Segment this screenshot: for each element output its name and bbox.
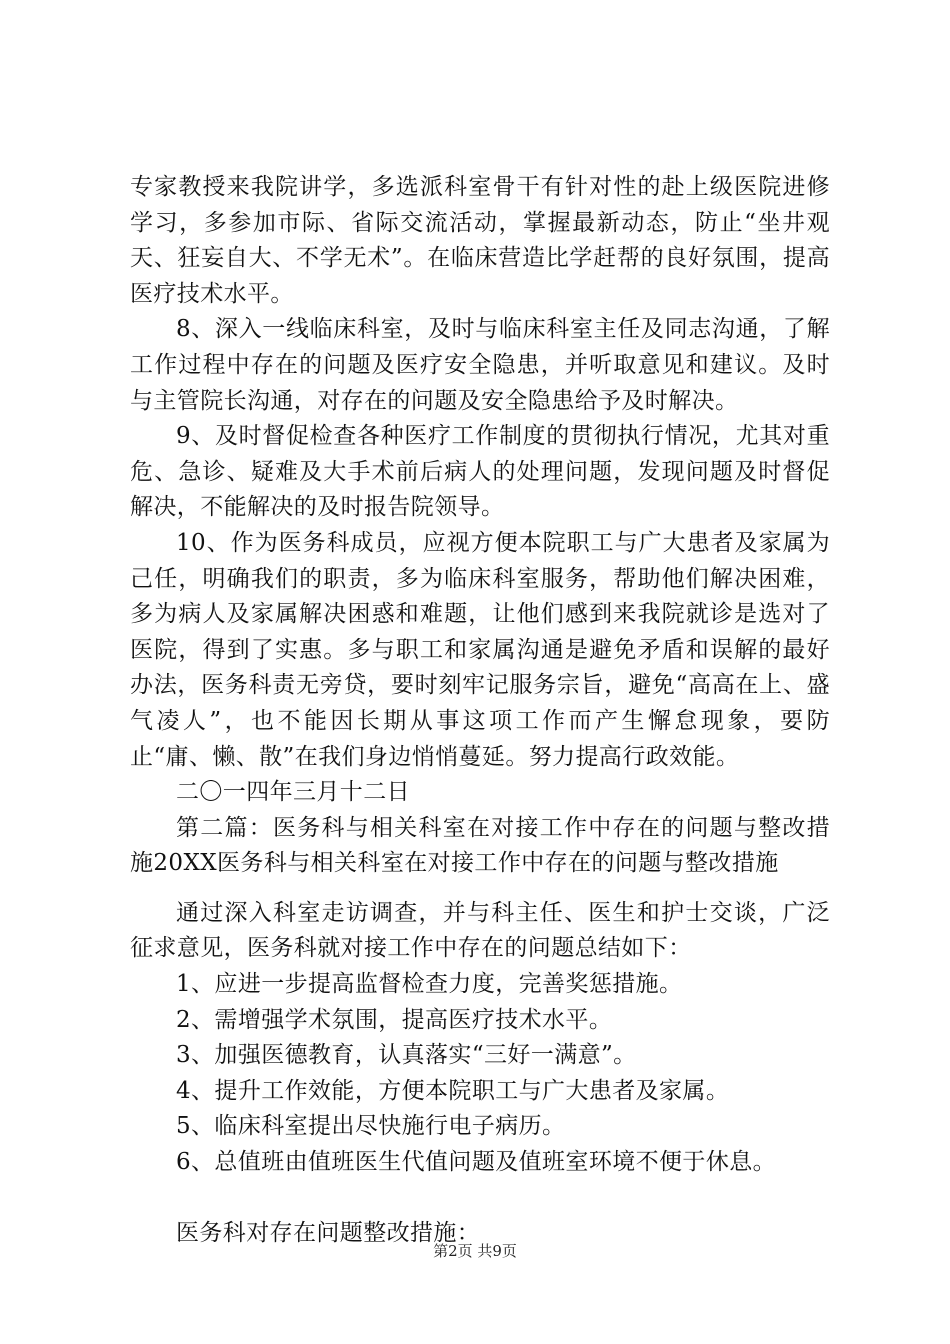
list-item: 4、提升工作效能，方便本院职工与广大患者及家属。 xyxy=(176,1077,730,1104)
document-body xyxy=(130,170,830,1252)
list-item: 5、临床科室提出尽快施行电子病历。 xyxy=(176,1113,566,1140)
page-footer: 第2页 共9页 xyxy=(433,1242,517,1260)
paragraph-item-10: 10、作为医务科成员，应视方便本院职工与广大患者及家属为己任，明确我们的职责，多为临床科室服务，帮助他们解决困难，多为病人及家属解决困惑和难题，让他们感到来我院就诊是选对了医院，得到了实惠。多与职工和家属沟通是避免矛盾和误解的最好办法，医务科责无旁贷，要时刻牢记服务宗旨，避免“高高在上、盛气凌人”，也不能因长期从事这项工作而产生懈怠现象，要防止“庸、懒、散”在我们身边悄悄蔓延。努力提高行政效能。 xyxy=(130,529,830,770)
intro-paragraph: 通过深入科室走访调查，并与科主任、医生和护士交谈，广泛征求意见，医务科就对接工作中存在的问题总结如下： xyxy=(130,899,830,962)
closing-paragraph: 医务科对存在问题整改措施： xyxy=(176,1220,481,1247)
list-item: 6、总值班由值班医生代值问题及值班室环境不便于休息。 xyxy=(176,1149,777,1176)
paragraph-item-8: 8、深入一线临床科室，及时与临床科室主任及同志沟通，了解工作过程中存在的问题及医疗安全隐患，并听取意见和建议。及时与主管院长沟通，对存在的问题及安全隐患给予及时解决。 xyxy=(130,316,830,414)
section-heading: 第二篇：医务科与相关科室在对接工作中存在的问题与整改措施20XX医务科与相关科室在对接工作中存在的问题与整改措施 xyxy=(130,814,830,877)
list-item: 3、加强医德教育，认真落实“三好一满意”。 xyxy=(176,1042,637,1069)
date-line: 二〇一四年三月十二日 xyxy=(176,779,410,806)
blank-line xyxy=(130,1181,830,1217)
list-item: 1、应进一步提高监督检查力度，完善奖惩措施。 xyxy=(176,971,683,998)
paragraph-continuation: 专家教授来我院讲学，多选派科室骨干有针对性的赴上级医院进修学习，多参加市际、省际交流活动，掌握最新动态，防止“坐井观天、狂妄自大、不学无术”。在临床营造比学赶帮的良好氛围，提高医疗技术水平。 xyxy=(130,174,830,307)
list-item: 2、需增强学术氛围，提高医疗技术水平。 xyxy=(176,1006,613,1033)
paragraph-item-9: 9、及时督促检查各种医疗工作制度的贯彻执行情况，尤其对重危、急诊、疑难及大手术前后病人的处理问题，发现问题及时督促解决，不能解决的及时报告院领导。 xyxy=(130,423,830,521)
